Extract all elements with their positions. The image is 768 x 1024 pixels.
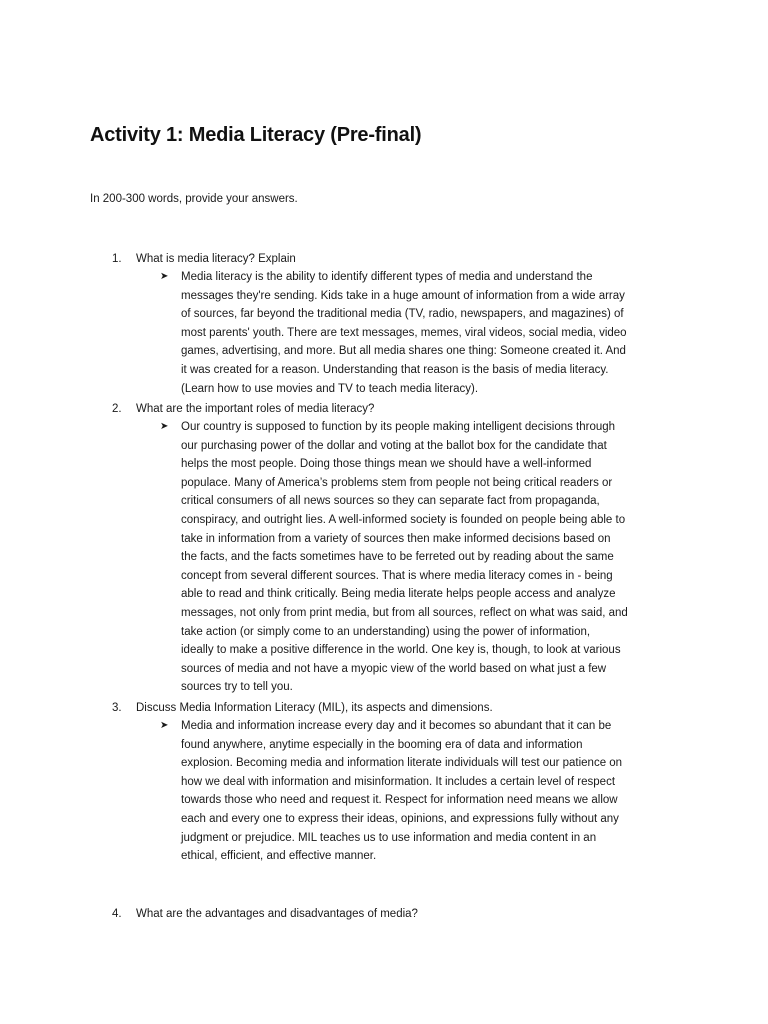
answer-2-line: ideally to make a positive difference in the world. One key is, though, to look at various <box>181 644 621 657</box>
question-2 <box>112 400 374 419</box>
answer-2-line: helps the most people. Doing those things mean we should have a well-informed <box>181 458 592 471</box>
answer-3-line: each and every one to express their ideas, opinions, and expressions fully without any <box>181 812 619 825</box>
arrowhead-bullet-icon: ➤ <box>160 271 169 282</box>
question-2-text: What are the important roles of media literacy? <box>136 403 375 415</box>
answer-1-line: games, advertising, and more. But all media shares one thing: Someone created it. And <box>181 345 626 358</box>
answer-2-body <box>181 418 680 697</box>
answer-3-line: ethical, efficient, and effective manner. <box>181 850 377 863</box>
answer-1 <box>160 268 680 398</box>
question-3-number: 3. <box>112 702 122 714</box>
answer-3-line: how we deal with information and misinformation. It includes a certain level of respect <box>181 775 616 788</box>
answer-3-line: towards those who need and request it. Respect for information need means we allow <box>181 794 618 807</box>
answer-2-line: our purchasing power of the dollar and voting at the ballot box for the candidate that <box>181 439 607 452</box>
answer-2-line: take action (or simply come to an understanding) using the power of information, <box>181 625 591 638</box>
question-4-number: 4. <box>112 908 122 920</box>
answer-1-line: (Learn how to use movies and TV to teach media literacy). <box>181 382 479 395</box>
answer-3-body <box>181 717 680 866</box>
answer-3-line: judgment or prejudice. MIL teaches us to use information and media content in an <box>181 831 597 844</box>
question-1 <box>112 250 296 269</box>
answer-2-line: the facts, and the facts sometimes have to be ferreted out by reading about the same <box>181 551 614 564</box>
answer-2-line: critical consumers of all news sources so they can separate fact from propaganda, <box>181 495 600 508</box>
answer-2-line: Our country is supposed to function by its people making intelligent decisions through <box>181 421 616 433</box>
answer-1-line: of sources, far beyond the traditional media (TV, radio, newspapers, and magazines) of <box>181 308 624 321</box>
answer-2-line: concept from several different sources. That is where media literacy comes in - being <box>181 569 613 582</box>
answer-2-line: conspiracy, and outright lies. A well-informed society is founded on people being able to <box>181 513 626 526</box>
answer-2-line: sources try to tell you. <box>181 681 293 694</box>
answer-2-line: take in information from a variety of sources then make informed decisions based on <box>181 532 611 545</box>
arrowhead-bullet-icon: ➤ <box>160 421 169 432</box>
answer-2-line: populace. Many of America’s problems stem from people not being critical readers or <box>181 476 613 489</box>
answer-1-line: messages they're sending. Kids take in a huge amount of information from a wide array <box>181 289 625 302</box>
answer-2-line: sources of media and not have a myopic view of the world based on what just a few <box>181 662 607 675</box>
question-1-text: What is media literacy? Explain <box>136 253 296 265</box>
question-1-number: 1. <box>112 253 122 265</box>
arrowhead-bullet-icon: ➤ <box>160 720 169 731</box>
answer-3-line: found anywhere, anytime especially in the booming era of data and information <box>181 738 583 751</box>
answer-3-line: explosion. Becoming media and information literate individuals will test our patience on <box>181 757 623 770</box>
answer-3 <box>160 717 680 866</box>
page-title: Activity 1: Media Literacy (Pre-final) <box>90 124 422 146</box>
answer-1-line: most parents' youth. There are text messages, memes, viral videos, social media, video <box>181 326 627 339</box>
answer-1-line: Media literacy is the ability to identify different types of media and understand the <box>181 271 593 283</box>
answer-2-line: able to read and think critically. Being media literate helps people access and analyze <box>181 588 616 601</box>
question-2-number: 2. <box>112 403 122 415</box>
answer-1-body <box>181 268 680 398</box>
question-3-text: Discuss Media Information Literacy (MIL), its aspects and dimensions. <box>136 702 493 714</box>
answer-1-line: it was created for a reason. Understanding that reason is the basis of media literacy. <box>181 363 609 376</box>
answer-2-line: messages, not only from print media, but from all sources, reflect on what was said, and <box>181 606 628 619</box>
instruction-text: In 200-300 words, provide your answers. <box>90 193 298 205</box>
question-4-text: What are the advantages and disadvantages of media? <box>136 908 418 920</box>
answer-2 <box>160 418 680 697</box>
question-4 <box>112 905 418 924</box>
question-3 <box>112 699 493 718</box>
answer-3-line: Media and information increase every day and it becomes so abundant that it can be <box>181 720 612 732</box>
